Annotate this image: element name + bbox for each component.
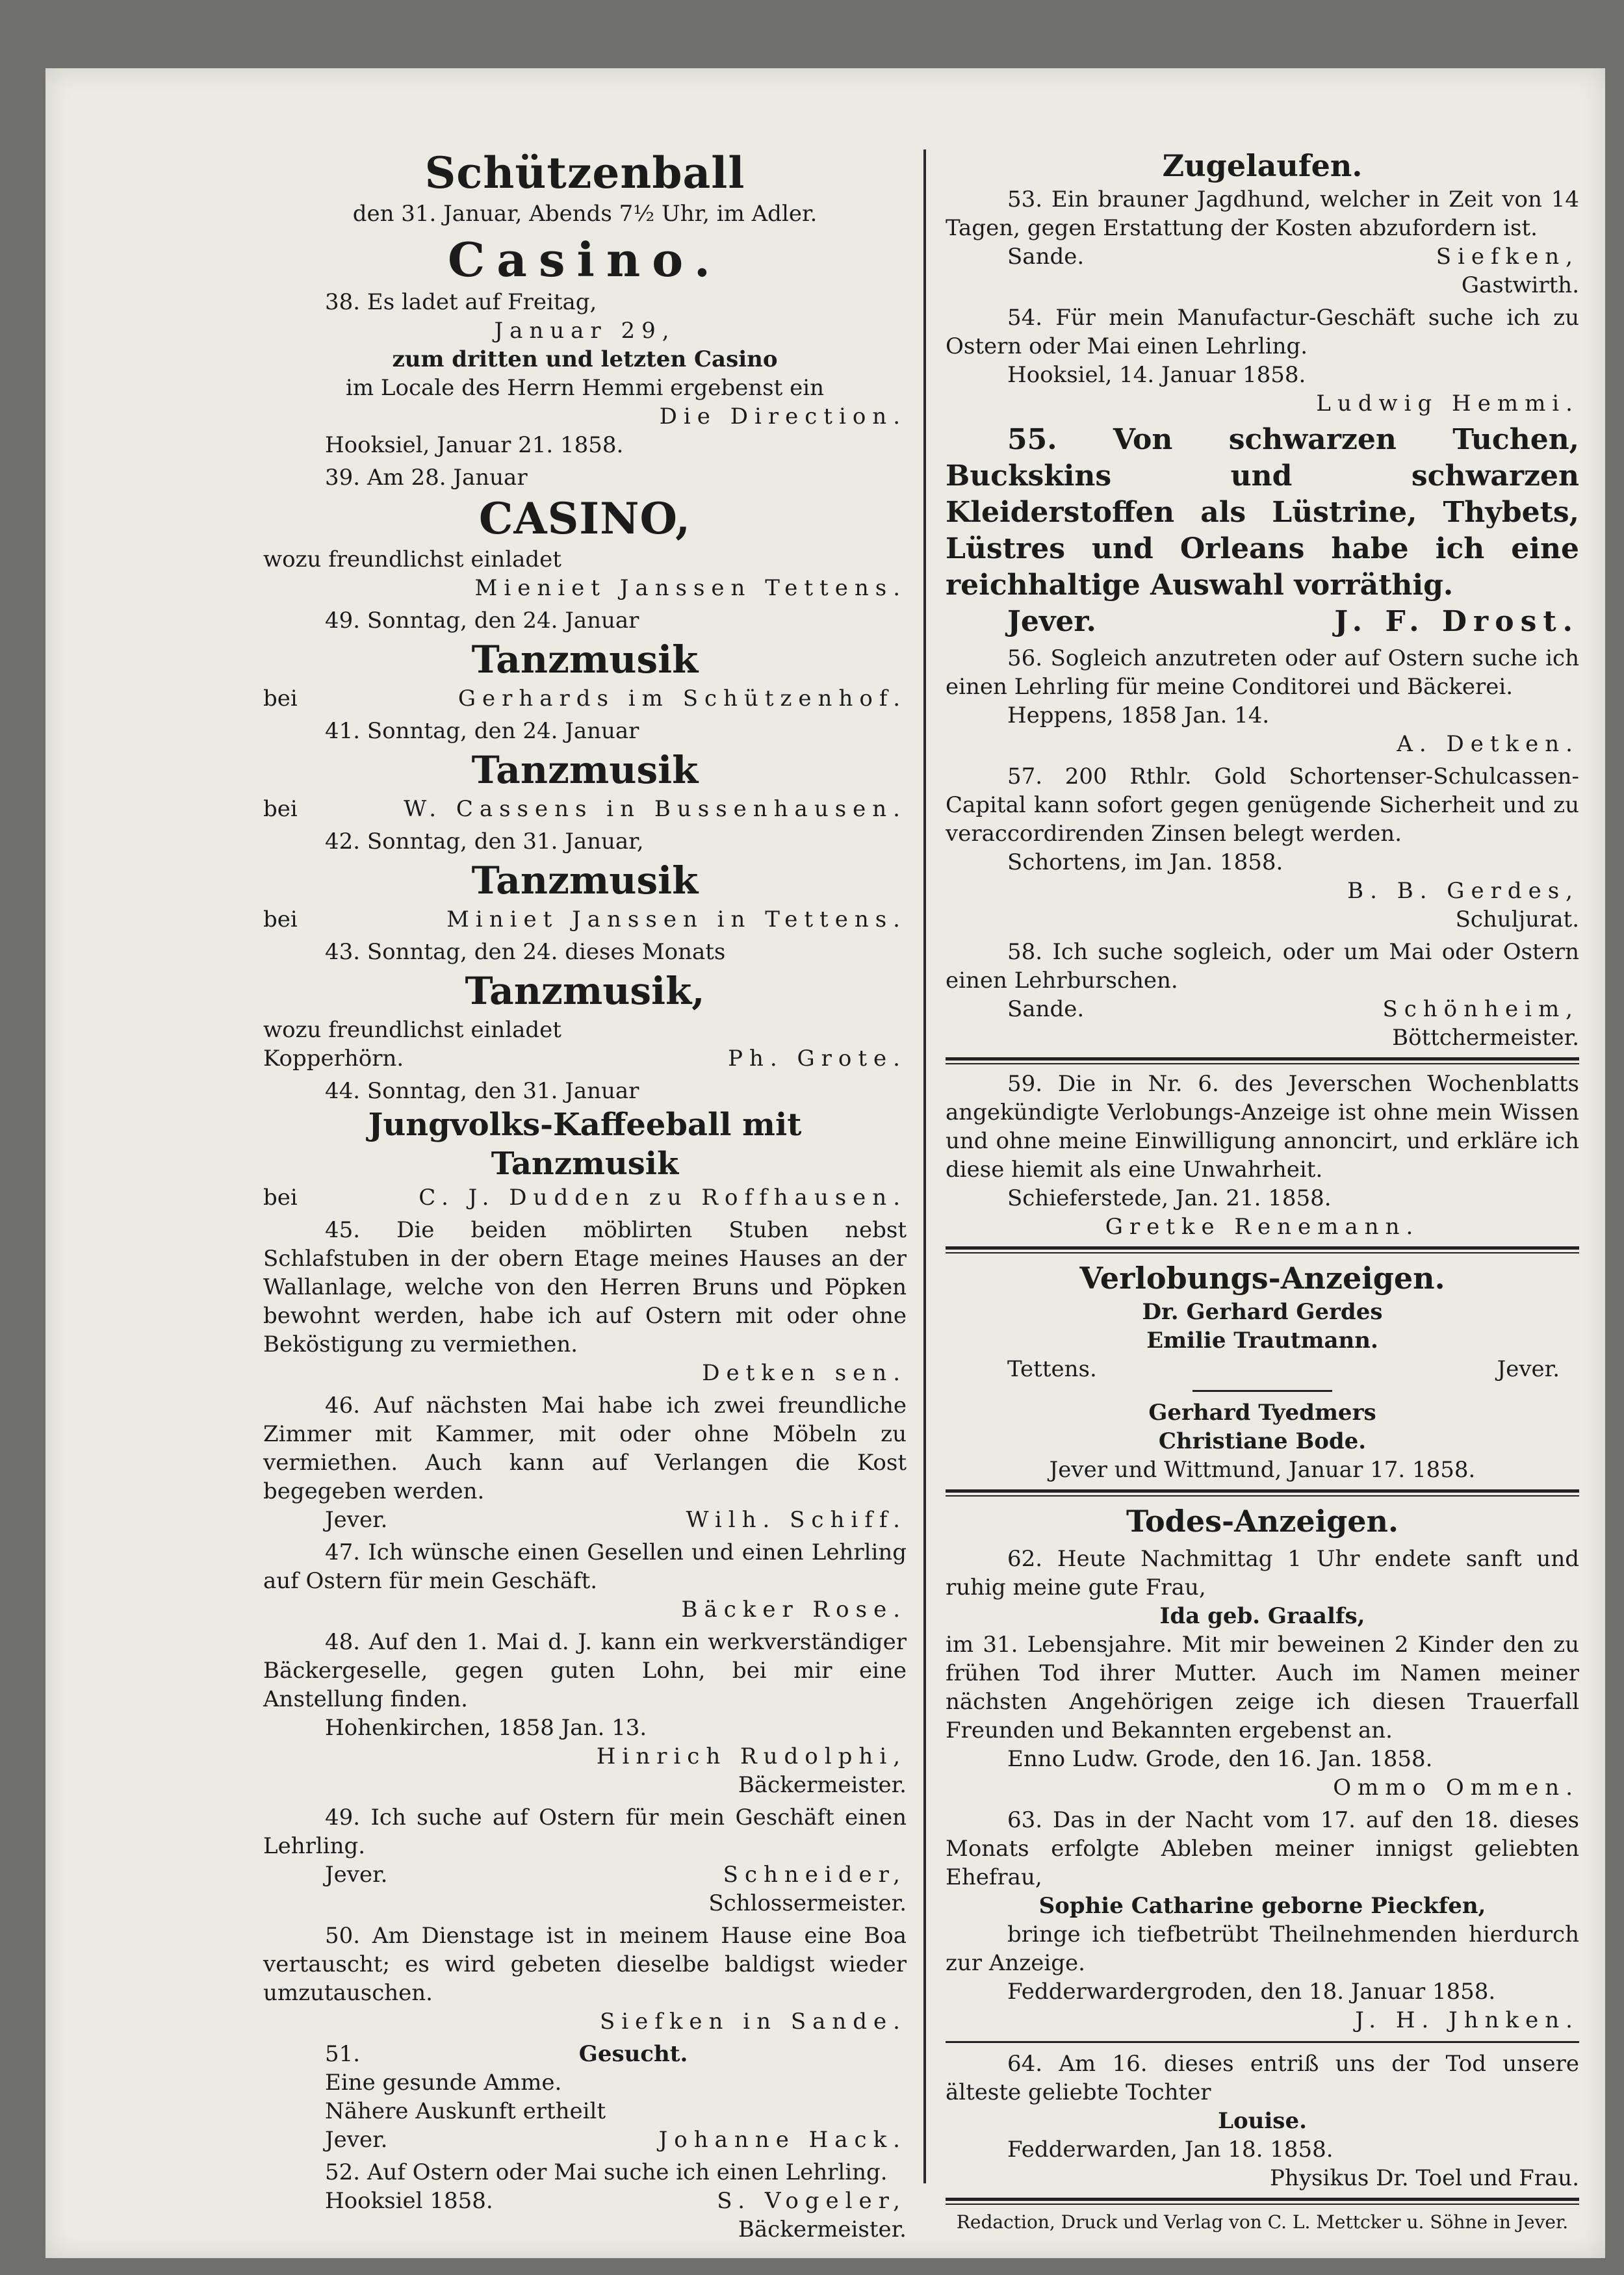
heading-zugelaufen: Zugelaufen. — [1162, 148, 1363, 183]
ad-sign-row — [263, 1044, 907, 1073]
heading-tanzmusik: Tanzmusik — [471, 748, 699, 792]
ad-text: 50. Am Dienstage ist in meinem Hause eine Boa vertauscht; es wird gebeten dieselbe baldigst wieder umzutauschen. — [263, 1923, 907, 2006]
ad-number: 51. — [325, 2041, 361, 2067]
ad-place-date: Schieferstede, Jan. 21. 1858. — [1007, 1185, 1332, 1211]
ad-signature: Ph. Grote. — [728, 1046, 907, 1072]
section-rule — [946, 1057, 1579, 1064]
heading-kaffeeball: Jungvolks-Kaffeeball mit — [368, 1107, 802, 1143]
deceased-name: Louise. — [1218, 2108, 1307, 2134]
ad-signature: Die Direction. — [659, 404, 907, 430]
ad-62 — [946, 1545, 1579, 1802]
ad-place-date: Hooksiel, 14. Januar 1858. — [1007, 362, 1306, 388]
ad-text: 59. Die in Nr. 6. des Jeverschen Wochenblatts angekündigte Verlobungs-Anzeige ist ohne mein Wissen und ohne meine Einwilligung annoncirt, und erkläre ich diese hiemit als eine Unwahrheit. — [946, 1071, 1579, 1183]
ad-signature: Wilh. Schiff. — [686, 1507, 907, 1533]
heading-verlobung: Verlobungs-Anzeigen. — [1079, 1261, 1445, 1296]
heading-tanzmusik: Tanzmusik — [471, 858, 699, 903]
ad-place: Hooksiel 1858. — [325, 2188, 493, 2214]
ad-place-date: Fedderwarden, Jan 18. 1858. — [1007, 2137, 1334, 2163]
ad-sign-row — [263, 684, 907, 713]
bei-label: bei — [263, 906, 298, 932]
couple-places — [946, 1355, 1579, 1383]
ad-text: 47. Ich wünsche einen Gesellen und einen Lehrling auf Ostern für mein Geschäft. — [263, 1539, 907, 1594]
bei-label: bei — [263, 686, 298, 712]
ad-54 — [946, 303, 1579, 418]
ad-line: 49. Sonntag, den 24. Januar — [325, 608, 639, 634]
ad-schuetzenball — [263, 146, 907, 228]
ad-line: zum dritten und letzten Casino — [392, 346, 778, 372]
section-rule — [946, 1246, 1579, 1253]
heading-casino: Casino. — [447, 232, 722, 287]
ad-sign-row — [263, 1183, 907, 1212]
ad-55 — [946, 422, 1579, 640]
ad-text: im 31. Lebensjahre. Mit mir beweinen 2 Kinder den zu frühen Tod ihrer Mutter. Auch im Namen meiner nächsten Angehörigen zeige ich diesen Trauerfall Freunden und Bekannten ergebenst an. — [946, 1632, 1579, 1743]
ad-place: Kopperhörn. — [263, 1046, 404, 1072]
ad-text: 58. Ich suche sogleich, oder um Mai oder Ostern einen Lehrburschen. — [946, 939, 1579, 994]
ad-signature: B. B. Gerdes, — [1347, 878, 1579, 904]
ad-text: 46. Auf nächsten Mai habe ich zwei freundliche Zimmer mit Kammer, mit oder ohne Möbeln zu vermiethen. Auch kann auf Verlangen die Kost begegeben werden. — [263, 1393, 907, 1504]
ad-line: 38. Es ladet auf Freitag, — [325, 289, 597, 315]
ad-42 — [263, 827, 907, 934]
couple-name: Christiane Bode. — [1158, 1428, 1367, 1454]
ad-place: Sande. — [1007, 244, 1085, 270]
ad-place: Jever. — [1007, 605, 1096, 638]
ad-signature: Miniet Janssen in Tettens. — [446, 906, 907, 932]
ad-signature-title: Gastwirth. — [1461, 272, 1579, 298]
ad-49b — [263, 1803, 907, 1918]
ad-sign-row — [946, 604, 1579, 640]
ad-50 — [263, 1922, 907, 2036]
ad-line: 42. Sonntag, den 31. Januar, — [325, 829, 644, 855]
ad-line: den 31. Januar, Abends 7½ Uhr, im Adler. — [352, 201, 818, 227]
ad-place: Jever. — [325, 2127, 388, 2153]
ad-58 — [946, 938, 1579, 1052]
ad-text: 62. Heute Nachmittag 1 Uhr endete sanft und ruhig meine gute Frau, — [946, 1546, 1579, 1600]
ad-line: 44. Sonntag, den 31. Januar — [325, 1078, 639, 1104]
ad-signature: Hinrich Rudolphi, — [596, 1743, 907, 1769]
ad-text-large: 55. Von schwarzen Tuchen, Buckskins und schwarzen Kleiderstoffen als Lüstrine, Thybets, Lüstres und Orleans habe ich eine reichhaltige Auswahl vorräthig. — [946, 423, 1579, 602]
ad-text: 48. Auf den 1. Mai d. J. kann ein werkverständiger Bäckergeselle, gegen guten Lohn, bei mir eine Anstellung finden. — [263, 1629, 907, 1712]
ad-signature-title: Böttchermeister. — [1392, 1025, 1579, 1051]
ad-line: 43. Sonntag, den 24. dieses Monats — [325, 939, 726, 965]
ad-signature: Gretke Renemann. — [1105, 1214, 1420, 1240]
right-column — [946, 146, 1579, 2235]
ad-signature: W. Cassens in Bussenhausen. — [404, 796, 907, 822]
ad-signature: Schneider, — [723, 1862, 907, 1888]
heading-tanzmusik: Tanzmusik, — [465, 969, 705, 1013]
ad-sign-row — [946, 242, 1579, 271]
left-column — [263, 146, 907, 2248]
ad-49a — [263, 606, 907, 713]
ad-text: 49. Ich suche auf Ostern für mein Geschäft einen Lehrling. — [263, 1805, 907, 1859]
section-rule — [946, 2041, 1579, 2043]
ad-48 — [263, 1628, 907, 1799]
ad-signature-title: Bäckermeister. — [738, 2217, 907, 2243]
ad-line: wozu freundlichst einladet — [263, 546, 561, 572]
couple-name: Dr. Gerhard Gerdes — [1142, 1299, 1383, 1325]
short-rule — [1192, 1390, 1332, 1392]
ad-text: 56. Sogleich anzutreten oder auf Ostern suche ich einen Lehrling für meine Conditorei und Bäckerei. — [946, 645, 1579, 700]
section-rule — [946, 1489, 1579, 1497]
ad-line: wozu freundlichst einladet — [263, 1017, 561, 1043]
ad-signature: S. Vogeler, — [717, 2188, 907, 2214]
couple-name: Emilie Trautmann. — [1146, 1328, 1378, 1354]
heading-casino-caps: CASINO, — [478, 493, 691, 544]
ad-zugelaufen — [946, 146, 1579, 300]
ad-signature: Mieniet Janssen Tettens. — [474, 575, 907, 601]
ad-43 — [263, 938, 907, 1073]
ad-text: 53. Ein brauner Jagdhund, welcher in Zeit von 14 Tagen, gegen Erstattung der Kosten abzufordern ist. — [946, 186, 1579, 241]
ad-signature: Siefken, — [1436, 244, 1579, 270]
ad-casino — [263, 232, 907, 459]
ad-place-date: Hooksiel, Januar 21. 1858. — [325, 432, 624, 458]
ad-64 — [946, 2050, 1579, 2192]
deceased-name: Sophie Catharine geborne Pieckfen, — [1038, 1893, 1486, 1919]
ad-place-date: Heppens, 1858 Jan. 14. — [1007, 702, 1270, 728]
heading-tanzmusik: Tanzmusik — [471, 637, 699, 682]
ad-signature: J. H. Jhnken. — [1355, 2007, 1579, 2033]
ad-text: 64. Am 16. dieses entriß uns der Tod unsere älteste geliebte Tochter — [946, 2051, 1579, 2105]
ad-signature-title: Schlossermeister. — [708, 1890, 907, 1916]
ad-line: im Locale des Herrn Hemmi ergebenst ein — [346, 375, 824, 401]
section-todes — [946, 1502, 1579, 1541]
heading-todes: Todes-Anzeigen. — [1126, 1504, 1398, 1539]
ad-signature: Schönheim, — [1382, 996, 1579, 1022]
couple-name: Gerhard Tyedmers — [1148, 1400, 1376, 1426]
ad-signature: Ludwig Hemmi. — [1316, 391, 1579, 417]
ad-signature: Gerhards im Schützenhof. — [458, 686, 907, 712]
footer-rule — [946, 2198, 1579, 2205]
ad-63 — [946, 1806, 1579, 2035]
ad-59 — [946, 1070, 1579, 1241]
ad-signature: Bäcker Rose. — [681, 1597, 907, 1623]
ad-text: 57. 200 Rthlr. Gold Schortenser-Schulcassen-Capital kann sofort gegen genügende Sicherheit und zu veraccordirenden Zinsen belegt werden. — [946, 764, 1579, 847]
ad-sign-row — [263, 1860, 907, 1889]
ad-41 — [263, 717, 907, 823]
ad-head-row — [263, 2040, 907, 2068]
ad-place: Jever. — [1497, 1356, 1560, 1382]
ad-text: 52. Auf Ostern oder Mai suche ich einen Lehrling. — [325, 2159, 888, 2185]
ad-text: 45. Die beiden möblirten Stuben nebst Schlafstuben in der obern Etage meines Hauses an der Wallanlage, welche von den Herren Bruns und Pöpken bewohnt werden, habe ich auf Ostern mit oder ohne Beköstigung zu vermiethen. — [263, 1217, 907, 1357]
ad-signature-title: Bäckermeister. — [738, 1772, 907, 1798]
ad-52 — [263, 2158, 907, 2244]
heading-schuetzenball: Schützenball — [424, 148, 745, 198]
ad-51 — [263, 2040, 907, 2154]
ad-place-date: Jever und Wittmund, Januar 17. 1858. — [1049, 1457, 1476, 1483]
ad-text: bringe ich tiefbetrübt Theilnehmenden hierdurch zur Anzeige. — [946, 1922, 1579, 1976]
ad-place: Jever. — [325, 1507, 388, 1533]
ad-signature: C. J. Dudden zu Roffhausen. — [419, 1185, 907, 1211]
deceased-name: Ida geb. Graalfs, — [1159, 1603, 1365, 1629]
ad-sign-row — [263, 2187, 907, 2215]
ad-47 — [263, 1538, 907, 1624]
ad-45 — [263, 1216, 907, 1387]
ad-line: Nähere Auskunft ertheilt — [325, 2098, 606, 2124]
ad-place-date: Hohenkirchen, 1858 Jan. 13. — [325, 1715, 647, 1741]
ad-text: 63. Das in der Nacht vom 17. auf den 18. dieses Monats erfolgte Ableben meiner innigst geliebten Ehefrau, — [946, 1807, 1579, 1890]
ad-44 — [263, 1077, 907, 1212]
bei-label: bei — [263, 796, 298, 822]
ad-place: Tettens. — [1007, 1356, 1097, 1382]
heading-tanzmusik: Tanzmusik — [491, 1146, 679, 1182]
ad-text: 54. Für mein Manufactur-Geschäft suche ich zu Ostern oder Mai einen Lehrling. — [946, 305, 1579, 359]
column-divider — [923, 149, 926, 2183]
ad-line: Eine gesunde Amme. — [325, 2070, 562, 2096]
ad-place-date: Schortens, im Jan. 1858. — [1007, 849, 1283, 875]
ad-signature: Physikus Dr. Toel und Frau. — [1270, 2165, 1579, 2191]
ad-sign-row — [263, 2126, 907, 2154]
ad-signature: J. F. Drost. — [1334, 605, 1579, 638]
ad-place: Sande. — [1007, 996, 1085, 1022]
bei-label: bei — [263, 1185, 298, 1211]
ad-signature: Detken sen. — [702, 1360, 907, 1386]
ad-sign-row — [946, 995, 1579, 1023]
ad-place-date: Fedderwardergroden, den 18. Januar 1858. — [1007, 1979, 1496, 2005]
section-verlobung — [946, 1259, 1579, 1484]
ad-signature: A. Detken. — [1397, 731, 1579, 757]
ad-signature: Ommo Ommen. — [1333, 1775, 1579, 1801]
ad-line: 41. Sonntag, den 24. Januar — [325, 718, 639, 744]
ad-place: Jever. — [325, 1862, 388, 1888]
ad-57 — [946, 762, 1579, 934]
ad-line: Januar 29, — [494, 318, 676, 344]
ad-56 — [946, 644, 1579, 758]
ad-sign-row — [263, 905, 907, 934]
ad-signature: Siefken in Sande. — [599, 2009, 907, 2035]
ad-signature: Johanne Hack. — [658, 2127, 907, 2153]
heading-gesucht: Gesucht. — [578, 2041, 688, 2067]
ad-signature-title: Schuljurat. — [1455, 906, 1579, 932]
imprint-footer: Redaction, Druck und Verlag von C. L. Mettcker u. Söhne in Jever. — [956, 2211, 1569, 2233]
ad-place-date: Enno Ludw. Grode, den 16. Jan. 1858. — [1007, 1746, 1433, 1772]
ad-39 — [263, 463, 907, 602]
ad-46 — [263, 1391, 907, 1534]
ad-sign-row — [263, 1506, 907, 1534]
ad-line: 39. Am 28. Januar — [325, 465, 528, 491]
ad-sign-row — [263, 795, 907, 823]
